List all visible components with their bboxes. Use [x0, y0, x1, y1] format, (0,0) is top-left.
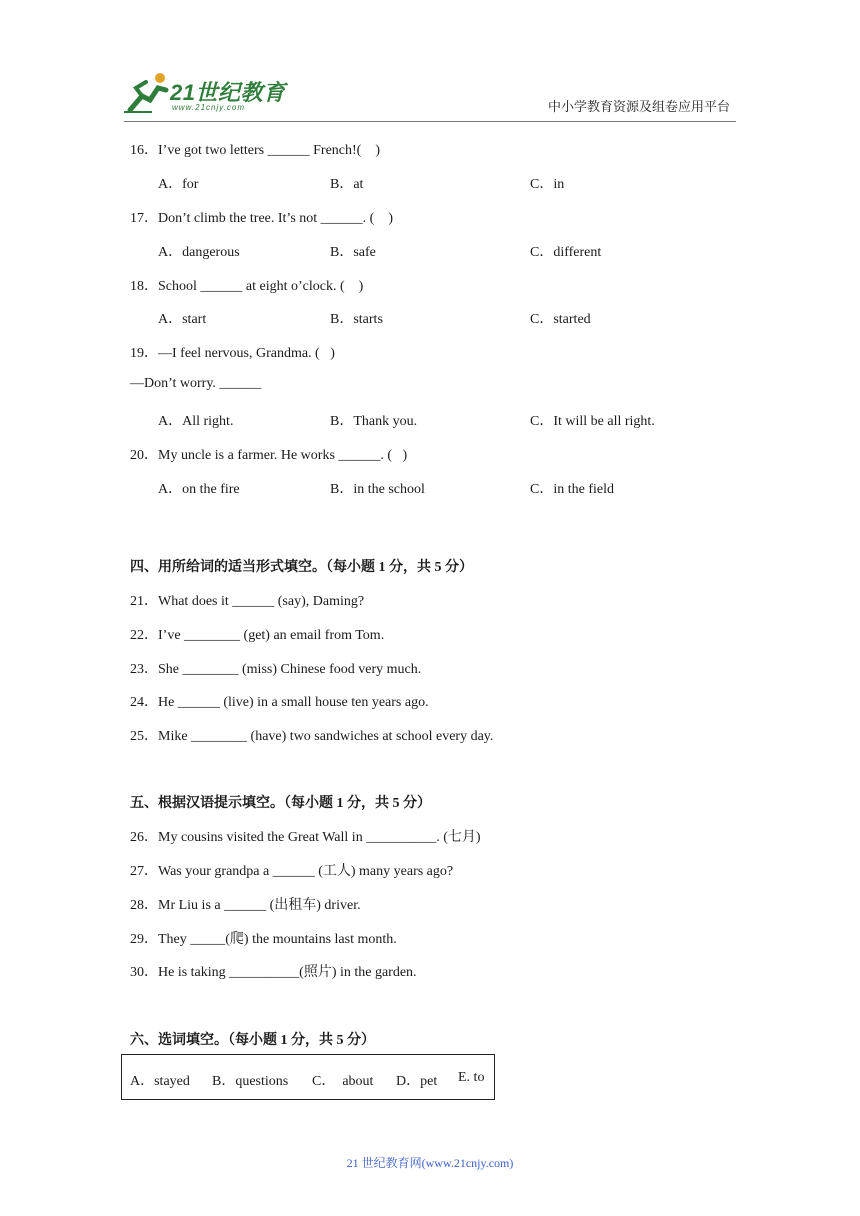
- word-option-d: D．pet: [396, 1074, 438, 1089]
- question-27: 27．Was your grandpa a ______ (工人) many years ago?: [130, 864, 454, 879]
- runner-logo-icon: [122, 70, 172, 116]
- logo-text: 21世纪教育: [170, 80, 286, 105]
- logo-url: www.21cnjy.com: [172, 103, 245, 112]
- word-bank-box: [121, 1054, 495, 1100]
- q17-option-c: C．different: [530, 245, 602, 260]
- question-16: 16．I’ve got two letters ______ French!( ): [130, 143, 380, 158]
- q19-option-b: B．Thank you.: [330, 414, 418, 429]
- question-19-reply: —Don’t worry. ______: [130, 376, 262, 391]
- q19-option-c: C．It will be all right.: [530, 414, 655, 429]
- word-option-a: A．stayed: [130, 1074, 190, 1089]
- word-option-e: E. to: [458, 1070, 485, 1085]
- question-22: 22．I’ve ________ (get) an email from Tom.: [130, 628, 385, 643]
- question-21: 21．What does it ______ (say), Daming?: [130, 594, 365, 609]
- question-19: 19．—I feel nervous, Grandma. ( ): [130, 346, 335, 361]
- header-divider: [124, 121, 736, 122]
- q17-option-b: B．safe: [330, 245, 376, 260]
- question-30: 30．He is taking __________(照片) in the garden.: [130, 965, 417, 980]
- header-platform-text: 中小学教育资源及组卷应用平台: [548, 100, 731, 115]
- question-25: 25．Mike ________ (have) two sandwiches at school every day.: [130, 729, 494, 744]
- question-29: 29．They _____(爬) the mountains last month.: [130, 932, 397, 947]
- section-6-title: 六、选词填空。（每小题 1 分，共 5 分）: [130, 1033, 375, 1048]
- word-option-b: B．questions: [212, 1074, 289, 1089]
- section-4-title: 四、用所给词的适当形式填空。（每小题 1 分，共 5 分）: [130, 560, 473, 575]
- question-18: 18．School ______ at eight o’clock. ( ): [130, 279, 364, 294]
- question-23: 23．She ________ (miss) Chinese food very much.: [130, 662, 422, 677]
- q20-option-c: C．in the field: [530, 482, 614, 497]
- q18-option-a: A．start: [158, 312, 207, 327]
- q18-option-c: C．started: [530, 312, 591, 327]
- q16-option-c: C．in: [530, 177, 565, 192]
- question-20: 20．My uncle is a farmer. He works ______. ( ): [130, 448, 408, 463]
- section-5-title: 五、根据汉语提示填空。（每小题 1 分，共 5 分）: [130, 796, 431, 811]
- q19-option-a: A．All right.: [158, 414, 234, 429]
- q20-option-b: B．in the school: [330, 482, 425, 497]
- footer-text: 21 世纪教育网(www.21cnjy.com): [346, 1156, 514, 1170]
- q20-option-a: A．on the fire: [158, 482, 240, 497]
- question-17: 17．Don’t climb the tree. It’s not ______. ( ): [130, 211, 393, 226]
- question-28: 28．Mr Liu is a ______ (出租车) driver.: [130, 898, 361, 913]
- question-26: 26．My cousins visited the Great Wall in __________. (七月): [130, 830, 481, 845]
- q18-option-b: B．starts: [330, 312, 383, 327]
- q17-option-a: A．dangerous: [158, 245, 240, 260]
- q16-option-a: A．for: [158, 177, 199, 192]
- word-option-c: C． about: [312, 1074, 374, 1089]
- site-logo: [122, 70, 292, 116]
- question-24: 24．He ______ (live) in a small house ten years ago.: [130, 695, 429, 710]
- q16-option-b: B．at: [330, 177, 364, 192]
